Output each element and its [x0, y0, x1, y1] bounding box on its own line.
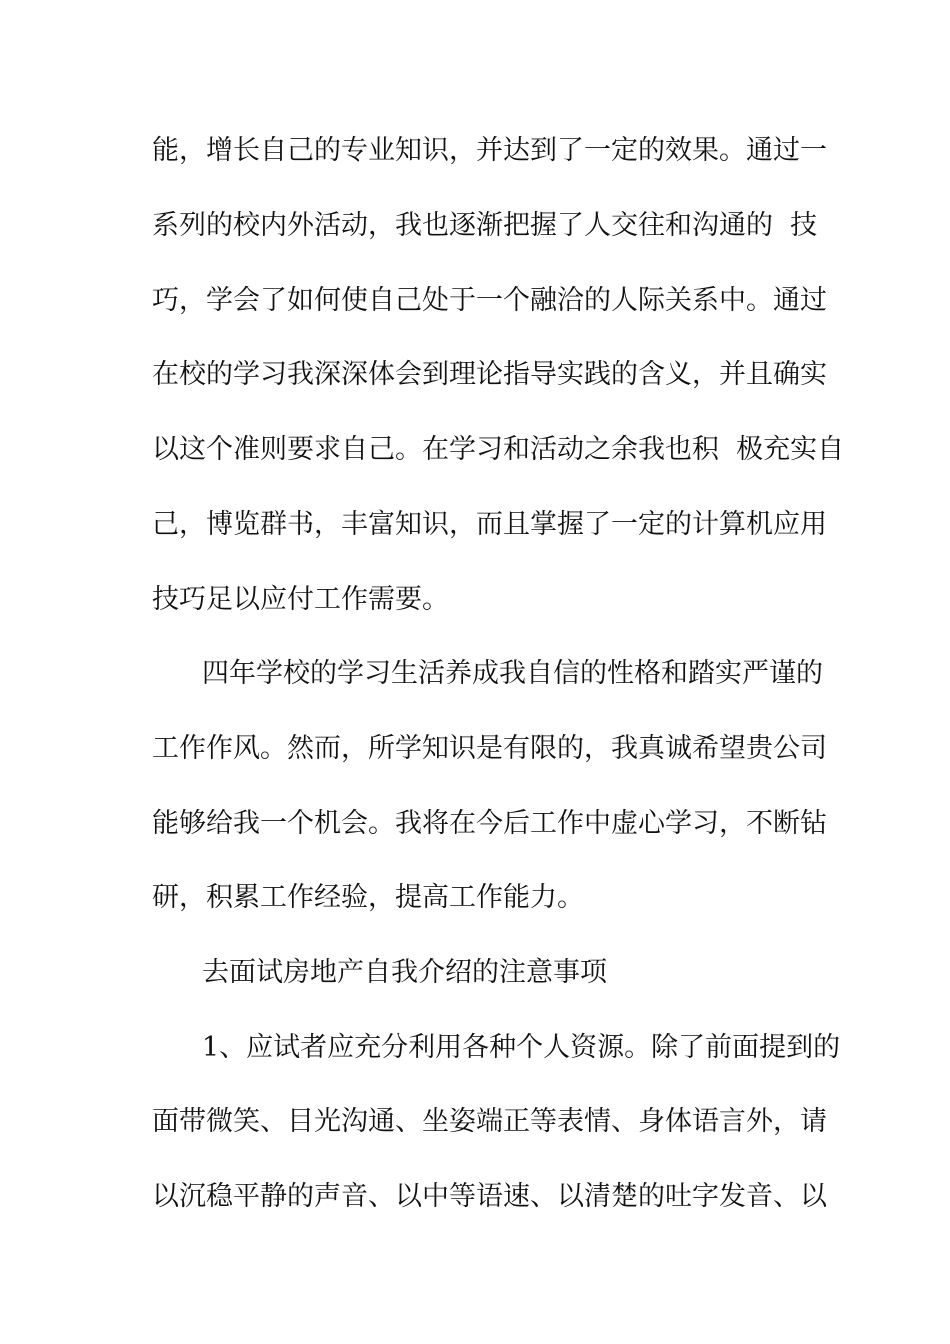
paragraph-line: 巧，学会了如何使自己处于一个融洽的人际关系中。通过 [152, 285, 827, 316]
paragraph-line: 研，积累工作经验，提高工作能力。 [152, 882, 584, 913]
paragraph-first-line: 四年学校的学习生活养成我自信的性格和踏实严谨的 [202, 658, 823, 689]
paragraph-line: 能，增长自己的专业知识，并达到了一定的效果。通过一 [152, 135, 827, 166]
paragraph-line: 能够给我一个机会。我将在今后工作中虚心学习，不断钻 [152, 808, 827, 839]
section-heading: 去面试房地产自我介绍的注意事项 [202, 957, 607, 988]
paragraph-line: 系列的校内外活动，我也逐渐把握了人交往和沟通的 技 [152, 210, 818, 241]
paragraph-line: 工作作风。然而，所学知识是有限的，我真诚希望贵公司 [152, 733, 827, 764]
list-item-first-line: 1、应试者应充分利用各种个人资源。除了前面提到的 [202, 1032, 841, 1063]
paragraph-line: 以沉稳平静的声音、以中等语速、以清楚的吐字发音、以 [152, 1181, 827, 1212]
paragraph-line: 在校的学习我深深体会到理论指导实践的含义，并且确实 [152, 359, 827, 390]
paragraph-line: 己，博览群书，丰富知识，而且掌握了一定的计算机应用 [152, 509, 827, 540]
paragraph-line: 面带微笑、目光沟通、坐姿端正等表情、身体语言外，请 [152, 1106, 827, 1137]
paragraph-line: 技巧足以应付工作需要。 [152, 584, 449, 615]
paragraph-line: 以这个准则要求自己。在学习和活动之余我也积 极充实自 [152, 434, 845, 465]
